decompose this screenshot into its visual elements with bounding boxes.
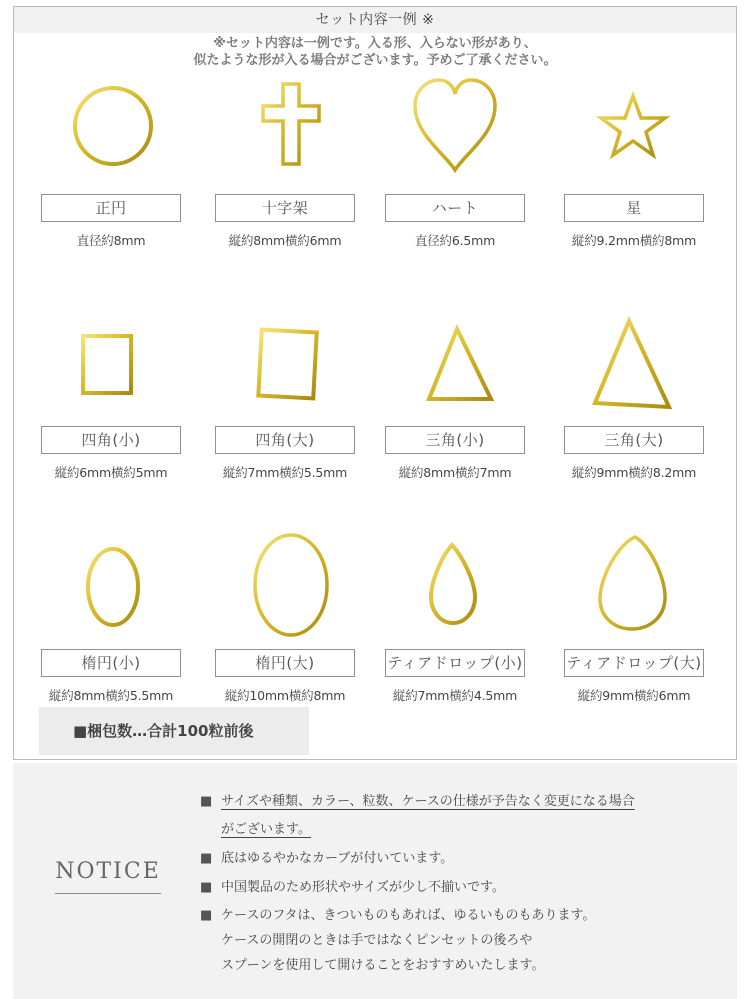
shape-size-label: 直径約6.5mm (414, 233, 496, 248)
shape-name-label: ティアドロップ(大) (564, 649, 704, 677)
set-contents-header: セット内容一例 ※ (14, 7, 736, 33)
shape-size-label: 縦約9mm横約6mm (577, 688, 691, 703)
shape-name-label: 正円 (41, 194, 181, 222)
teardrop-small-frame-icon (405, 537, 505, 637)
oval-small-frame-icon (63, 537, 163, 637)
notice-item (200, 874, 720, 902)
square-large-frame-icon (236, 313, 336, 413)
notice-item (200, 845, 720, 873)
notice-item (200, 788, 720, 844)
notice-text-line: スプーンを使用して開けることをおすすめいたします。 (221, 958, 545, 973)
shape-size-label: 縦約7mm横約4.5mm (392, 688, 518, 703)
shape-size-label: 直径約8mm (76, 233, 146, 248)
notice-divider (55, 893, 161, 894)
note-line: 似たような形が入る場合がございます。予めご了承ください。 (193, 53, 557, 68)
cross-frame-icon (241, 76, 341, 176)
square-bullet-icon: ■ (200, 851, 213, 866)
shape-size-label: 縦約8mm横約5.5mm (48, 688, 174, 703)
notice-title: NOTICE (55, 859, 161, 884)
set-contents-note (14, 35, 736, 69)
shape-name-label: 星 (564, 194, 704, 222)
shape-size-label: 縦約8mm横約7mm (398, 465, 512, 480)
oval-large-frame-icon (241, 530, 341, 630)
triangle-large-frame-icon (583, 313, 683, 413)
notice-text-line: ケースのフタは、きついものもあれば、ゆるいものもあります。 (221, 908, 596, 923)
circle-frame-icon (63, 76, 163, 176)
shape-size-label: 縦約6mm横約5mm (54, 465, 168, 480)
star-frame-icon (583, 76, 683, 176)
shape-name-label: 十字架 (215, 194, 355, 222)
notice-text-line: 中国製品のため形状やサイズが少し不揃いです。 (221, 880, 505, 895)
packing-count: ■梱包数…合計100粒前後 (39, 707, 309, 755)
shape-size-label: 縦約7mm横約5.5mm (222, 465, 348, 480)
shape-name-label: ハート (385, 194, 525, 222)
square-bullet-icon: ■ (200, 908, 213, 923)
notice-item (200, 903, 720, 978)
heart-frame-icon (405, 76, 505, 176)
shape-name-label: 四角(大) (215, 426, 355, 454)
note-line: ※セット内容は一例です。入る形、入らない形があり、 (213, 36, 537, 51)
notice-panel (13, 763, 737, 999)
notice-text-line: サイズや種類、カラー、粒数、ケースの仕様が予告なく変更になる場合 (221, 794, 635, 809)
shape-name-label: 三角(大) (564, 426, 704, 454)
triangle-small-frame-icon (409, 313, 509, 413)
square-small-frame-icon (58, 313, 158, 413)
shape-name-label: 楕円(大) (215, 649, 355, 677)
shape-name-label: ティアドロップ(小) (385, 649, 525, 677)
teardrop-large-frame-icon (580, 537, 680, 637)
notice-text-line: 底はゆるやかなカーブが付いています。 (221, 851, 454, 866)
notice-text-line: がございます。 (221, 822, 311, 837)
notice-text-line: ケースの開閉のときは手ではなくピンセットの後ろや (221, 933, 533, 948)
square-bullet-icon: ■ (200, 880, 213, 895)
shape-name-label: 四角(小) (41, 426, 181, 454)
shape-name-label: 楕円(小) (41, 649, 181, 677)
shape-size-label: 縦約8mm横約6mm (228, 233, 342, 248)
shape-size-label: 縦約9.2mm横約8mm (571, 233, 697, 248)
shape-size-label: 縦約9mm横約8.2mm (571, 465, 697, 480)
square-bullet-icon: ■ (200, 794, 213, 809)
shape-name-label: 三角(小) (385, 426, 525, 454)
shape-size-label: 縦約10mm横約8mm (224, 688, 346, 703)
